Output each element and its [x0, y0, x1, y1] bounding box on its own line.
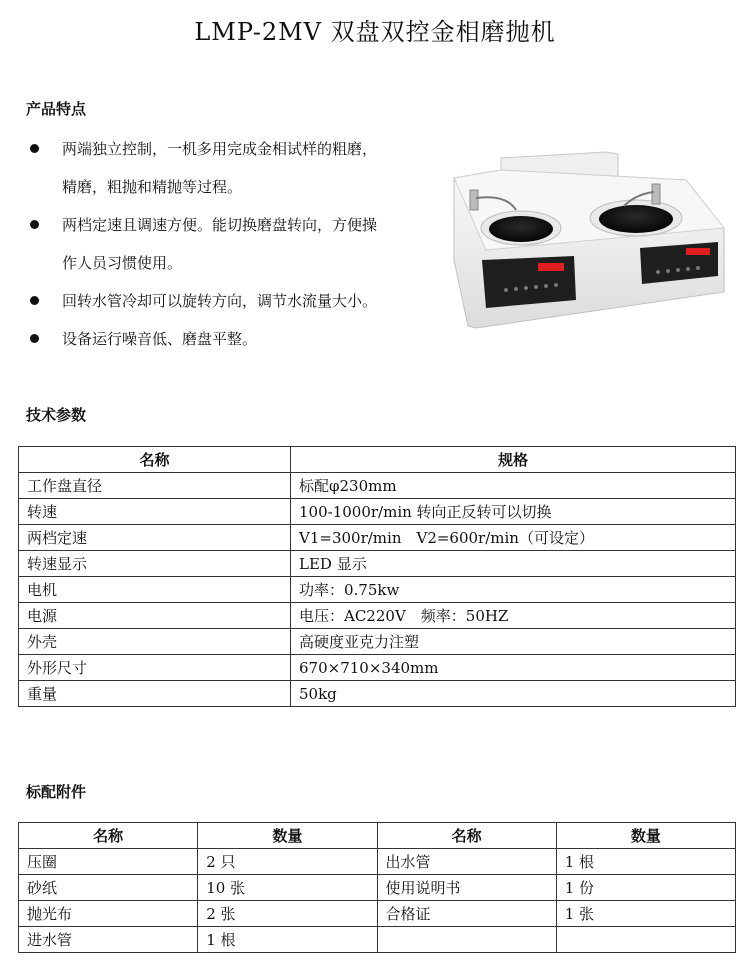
- bullet-icon: [30, 144, 39, 153]
- accessories-heading: 标配附件: [26, 783, 87, 801]
- bullet-icon: [30, 334, 39, 343]
- accessories-table: [18, 822, 736, 953]
- table-row: 电机 功率：0.75kw: [19, 577, 736, 603]
- table-row: 工作盘直径 标配φ230mm: [19, 473, 736, 499]
- product-image: [446, 150, 728, 330]
- features-heading: 产品特点: [26, 100, 87, 118]
- table-row: 转速显示 LED 显示: [19, 551, 736, 577]
- table-row: 重量 50kg: [19, 681, 736, 707]
- feature-item: 两端独立控制，一机多用完成金相试样的粗磨， 精磨，粗抛和精抛等过程。: [26, 130, 426, 206]
- feature-item: 回转水管冷却可以旋转方向，调节水流量大小。: [26, 282, 426, 320]
- table-row: 转速 100-1000r/min 转向正反转可以切换: [19, 499, 736, 525]
- spec-table: [18, 446, 736, 707]
- table-header-row: 名称 规格: [19, 447, 736, 473]
- table-row: 外形尺寸 670×710×340mm: [19, 655, 736, 681]
- feature-item: 两档定速且调速方便。能切换磨盘转向，方便操 作人员习惯使用。: [26, 206, 426, 282]
- table-row: 压圈 2 只 出水管 1 根: [19, 849, 736, 875]
- feature-list: [26, 130, 426, 358]
- page-title: LMP-2MV 双盘双控金相磨抛机: [194, 18, 556, 46]
- table-row: 电源 电压：AC220V 频率：50HZ: [19, 603, 736, 629]
- spec-heading: 技术参数: [26, 406, 87, 424]
- table-row: 抛光布 2 张 合格证 1 张: [19, 901, 736, 927]
- feature-item: 设备运行噪音低、磨盘平整。: [26, 320, 426, 358]
- table-row: 外壳 高硬度亚克力注塑: [19, 629, 736, 655]
- table-row: 两档定速 V1=300r/min V2=600r/min（可设定）: [19, 525, 736, 551]
- table-row: 砂纸 10 张 使用说明书 1 份: [19, 875, 736, 901]
- bullet-icon: [30, 296, 39, 305]
- table-row: 进水管 1 根: [19, 927, 736, 953]
- table-header-row: 名称 数量 名称 数量: [19, 823, 736, 849]
- bullet-icon: [30, 220, 39, 229]
